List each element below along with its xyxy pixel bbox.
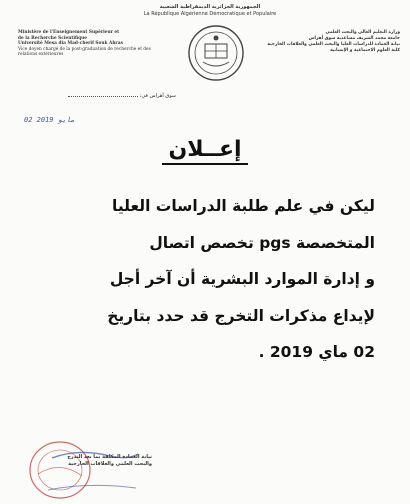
ministry-line-ar: وزارة التعليم العالي والبحث العلمي [325,30,400,35]
place-date-line [26,93,176,99]
ministry-header-ar [260,30,400,54]
faculty-line-ar: كلية العلوم الاجتماعية و الإنسانية [330,48,400,53]
university-line-ar: جامعة محمد الشريف مساعدية سوق أهراس [308,36,400,41]
vice-dean-line-ar: نيابة العمادة للدراسات العليا والبحث العلمي والعلاقات الخارجية [267,42,400,47]
body-line: لإيداع مذكرات التخرج قد حدد بتاريخ [107,306,375,325]
body-line: ليكن في علم طلبة الدراسات العليا [112,197,375,215]
body-line: المتخصصة pgs تخصص اتصال [149,233,375,252]
ministry-line: de la Recherche Scientifique [18,35,87,41]
ministry-header-fr [18,30,168,58]
signature-block [32,454,152,468]
vice-dean-line: Vice doyen chargé de la post-graduation de recherche et des relations extérieures [18,46,151,58]
republic-header-fr: La République Algérienne Démocratique et Populaire [143,11,277,17]
announcement-body [40,188,375,371]
republic-header [110,4,310,18]
university-emblem-icon [187,24,245,82]
ministry-line: Ministère de l'Enseignement Supérieur et [18,30,120,35]
signature-line: والبحث العلمي والعلاقات الخارجية [68,461,152,467]
date-stamp: 02 مايو 2019 [24,116,75,124]
republic-header-ar: الجمهورية الجزائرية الديمقراطية الشعبية [159,4,261,10]
university-line: Université Mesa dia Mad-cherif Souk Ahras [18,41,123,47]
announcement-title [0,137,410,165]
body-line: و إدارة الموارد البشرية أن آخر أجل [109,270,375,288]
announcement-title-text: إعــلان [162,137,247,165]
place-date-label: سوق أهراس في: [139,93,176,99]
body-line-date: 02 ماي 2019 . [258,343,375,361]
signature-line: نيابة العمادة المكلفة بما بعد التدرج [67,454,152,460]
